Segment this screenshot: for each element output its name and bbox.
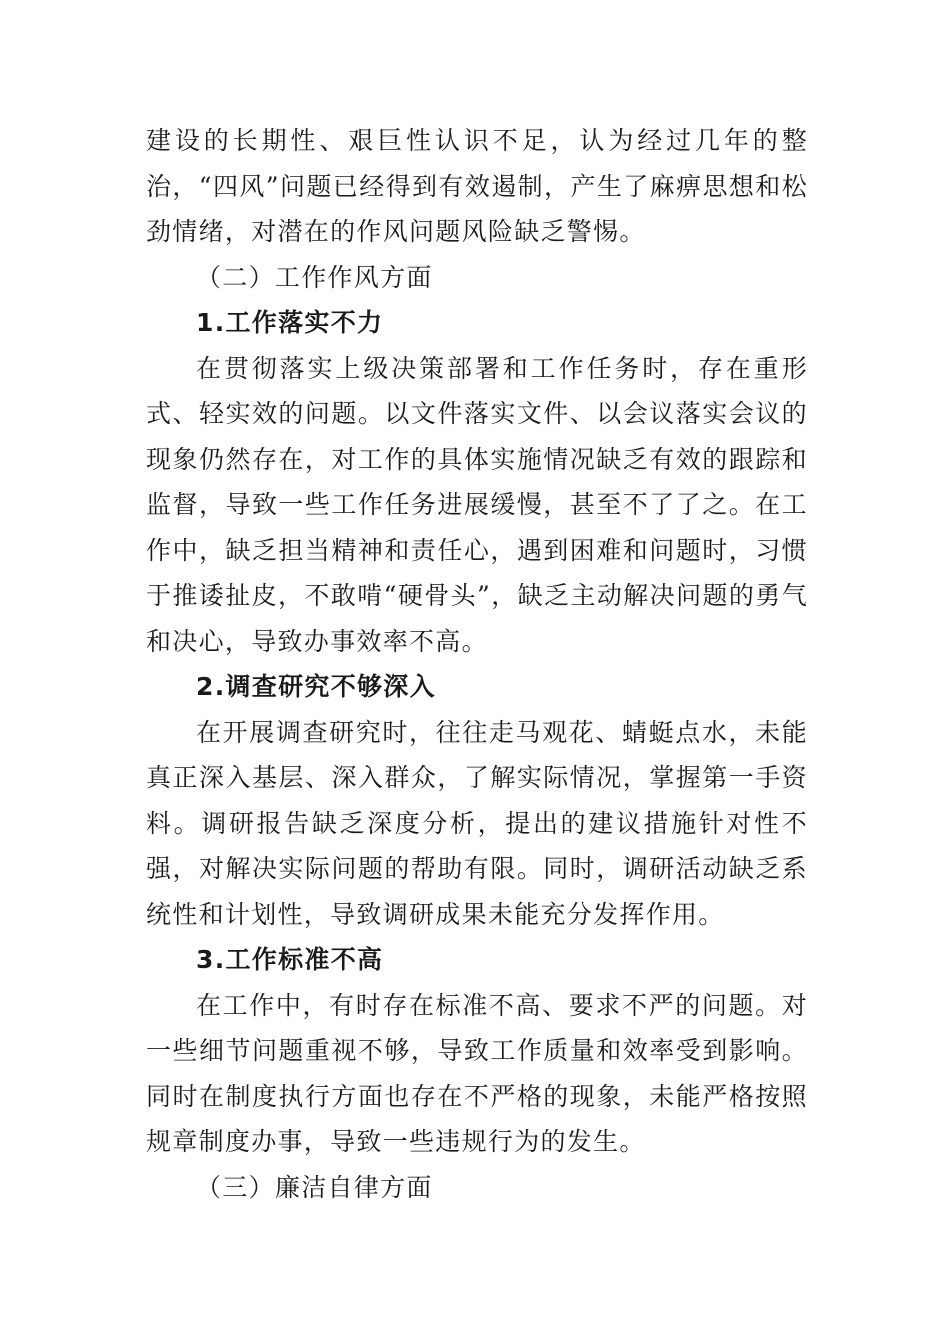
section-3-heading: （三）廉洁自律方面 [196,1172,433,1202]
item-2-body: 在开展调查研究时，往往走马观花、蜻蜓点水，未能真正深入基层、深入群众，了解实际情况，掌握第一手资料。调研报告缺乏深度分析，提出的建议措施针对性不强，对解决实际问题的帮助有限。同时，调研活动缺乏系统性和计划性，导致调研成果未能充分发挥作用。 [146,717,808,929]
item-1-body: 在贯彻落实上级决策部署和工作任务时，存在重形式、轻实效的问题。以文件落实文件、以会议落实会议的现象仍然存在，对工作的具体实施情况缺乏有效的跟踪和监督，导致一些工作任务进展缓慢，甚至不了了之。在工作中，缺乏担当精神和责任心，遇到困难和问题时，习惯于推诿扯皮，不敢啃“硬骨头”，缺乏主动解决问题的勇气和决心，导致办事效率不高。 [146,353,808,656]
item-2-title: 2.调查研究不够深入 [196,672,436,701]
item-3-body: 在工作中，有时存在标准不高、要求不严的问题。对一些细节问题重视不够，导致工作质量和效率受到影响。同时在制度执行方面也存在不严格的现象，未能严格按照规章制度办事，导致一些违规行为的发生。 [146,990,808,1156]
section-2-heading: （二）工作作风方面 [196,262,433,292]
item-1-title: 1.工作落实不力 [196,308,384,337]
document-body [146,118,808,1210]
continued-paragraph: 建设的长期性、艰巨性认识不足，认为经过几年的整治，“四风”问题已经得到有效遏制，产生了麻痹思想和松劲情绪，对潜在的作风问题风险缺乏警惕。 [146,126,808,246]
item-3-title: 3.工作标准不高 [196,945,384,974]
